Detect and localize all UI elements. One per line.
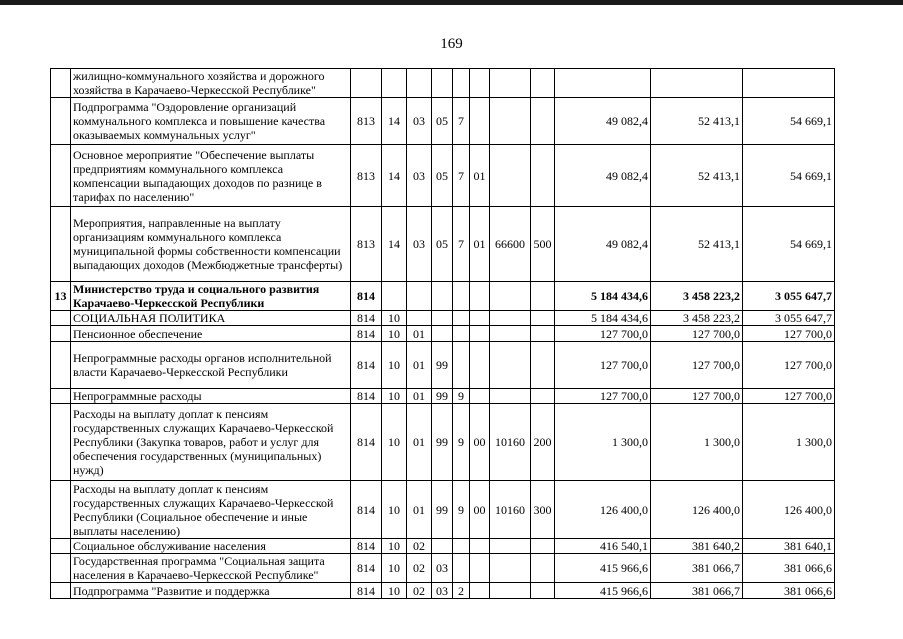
ministry-code: 814 xyxy=(351,326,382,342)
subprogram-code xyxy=(453,539,470,554)
amount-year-2: 126 400,0 xyxy=(651,481,743,539)
subsection-code: 01 xyxy=(407,342,432,389)
subprogram-code: 9 xyxy=(453,481,470,539)
row-number xyxy=(51,583,71,599)
direction-code xyxy=(490,98,531,145)
amount-year-1 xyxy=(555,69,651,98)
program-code: 05 xyxy=(432,145,453,207)
row-name: Непрограммные расходы органов исполнительной власти Карачаево-Черкесской Республики xyxy=(71,342,351,389)
subsection-code xyxy=(407,311,432,326)
amount-year-2: 1 300,0 xyxy=(651,404,743,481)
activity-code xyxy=(470,69,490,98)
row-name: Министерство труда и социального развития Карачаево-Черкесской Республики xyxy=(71,282,351,311)
subsection-code: 01 xyxy=(407,404,432,481)
expense-type-code xyxy=(531,539,555,554)
activity-code: 00 xyxy=(470,481,490,539)
subsection-code: 03 xyxy=(407,145,432,207)
ministry-code: 814 xyxy=(351,554,382,583)
amount-year-3: 54 669,1 xyxy=(743,207,835,282)
row-number xyxy=(51,554,71,583)
table-row xyxy=(51,404,835,481)
row-number xyxy=(51,145,71,207)
ministry-code: 814 xyxy=(351,404,382,481)
table-row xyxy=(51,326,835,342)
subprogram-code xyxy=(453,69,470,98)
top-border xyxy=(0,0,903,5)
activity-code xyxy=(470,98,490,145)
row-name: Подпрограмма "Развитие и поддержка xyxy=(71,583,351,599)
row-name: Мероприятия, направленные на выплату организациям коммунального комплекса муниципальной формы собственности компенсации выпадающих доходов (Межбюджетные трансферты) xyxy=(71,207,351,282)
expense-type-code: 500 xyxy=(531,207,555,282)
expense-type-code xyxy=(531,389,555,404)
program-code: 99 xyxy=(432,404,453,481)
row-name: Пенсионное обеспечение xyxy=(71,326,351,342)
table-row xyxy=(51,69,835,98)
amount-year-2: 381 066,7 xyxy=(651,583,743,599)
program-code: 03 xyxy=(432,583,453,599)
subsection-code: 03 xyxy=(407,98,432,145)
amount-year-2: 127 700,0 xyxy=(651,326,743,342)
amount-year-2: 52 413,1 xyxy=(651,207,743,282)
row-name: Непрограммные расходы xyxy=(71,389,351,404)
row-name: жилищно-коммунального хозяйства и дорожного хозяйства в Карачаево-Черкесской Республике" xyxy=(71,69,351,98)
direction-code xyxy=(490,282,531,311)
row-name: Государственная программа "Социальная защита населения в Карачаево-Черкесской Республике" xyxy=(71,554,351,583)
program-code: 99 xyxy=(432,342,453,389)
amount-year-3 xyxy=(743,69,835,98)
row-name: Расходы на выплату доплат к пенсиям государственных служащих Карачаево-Черкесской Республики (Социальное обеспечение и иные выплаты населению) xyxy=(71,481,351,539)
subprogram-code: 2 xyxy=(453,583,470,599)
amount-year-1: 49 082,4 xyxy=(555,145,651,207)
amount-year-3: 1 300,0 xyxy=(743,404,835,481)
table-row xyxy=(51,207,835,282)
amount-year-2: 381 640,2 xyxy=(651,539,743,554)
ministry-code: 814 xyxy=(351,311,382,326)
expense-type-code xyxy=(531,583,555,599)
ministry-code: 814 xyxy=(351,481,382,539)
activity-code xyxy=(470,282,490,311)
table-row xyxy=(51,282,835,311)
table-row xyxy=(51,481,835,539)
amount-year-1: 127 700,0 xyxy=(555,389,651,404)
expense-type-code xyxy=(531,69,555,98)
subprogram-code xyxy=(453,342,470,389)
direction-code xyxy=(490,342,531,389)
amount-year-3: 127 700,0 xyxy=(743,326,835,342)
amount-year-2: 52 413,1 xyxy=(651,145,743,207)
table-row xyxy=(51,145,835,207)
section-code: 10 xyxy=(382,326,407,342)
subsection-code: 01 xyxy=(407,481,432,539)
amount-year-3: 54 669,1 xyxy=(743,145,835,207)
direction-code xyxy=(490,539,531,554)
subprogram-code: 9 xyxy=(453,389,470,404)
row-number xyxy=(51,481,71,539)
amount-year-1: 1 300,0 xyxy=(555,404,651,481)
subprogram-code: 9 xyxy=(453,404,470,481)
subsection-code: 01 xyxy=(407,389,432,404)
amount-year-1: 5 184 434,6 xyxy=(555,282,651,311)
amount-year-2: 127 700,0 xyxy=(651,342,743,389)
direction-code xyxy=(490,145,531,207)
activity-code: 01 xyxy=(470,207,490,282)
ministry-code: 813 xyxy=(351,98,382,145)
amount-year-1: 416 540,1 xyxy=(555,539,651,554)
activity-code: 00 xyxy=(470,404,490,481)
section-code: 14 xyxy=(382,207,407,282)
program-code xyxy=(432,539,453,554)
program-code: 05 xyxy=(432,98,453,145)
direction-code: 66600 xyxy=(490,207,531,282)
program-code: 99 xyxy=(432,389,453,404)
amount-year-1: 49 082,4 xyxy=(555,98,651,145)
program-code xyxy=(432,69,453,98)
activity-code xyxy=(470,583,490,599)
table-row xyxy=(51,539,835,554)
amount-year-2: 3 458 223,2 xyxy=(651,311,743,326)
row-name: Основное мероприятие "Обеспечение выплаты предприятиям коммунального комплекса компенсации выпадающих доходов по разнице в тарифах по населению" xyxy=(71,145,351,207)
subsection-code: 02 xyxy=(407,539,432,554)
amount-year-3: 127 700,0 xyxy=(743,389,835,404)
amount-year-3: 126 400,0 xyxy=(743,481,835,539)
subprogram-code: 7 xyxy=(453,145,470,207)
page-number: 169 xyxy=(440,36,463,52)
subsection-code: 02 xyxy=(407,583,432,599)
amount-year-1: 126 400,0 xyxy=(555,481,651,539)
row-number xyxy=(51,69,71,98)
amount-year-3: 3 055 647,7 xyxy=(743,311,835,326)
direction-code: 10160 xyxy=(490,481,531,539)
activity-code xyxy=(470,311,490,326)
row-number xyxy=(51,539,71,554)
subsection-code: 03 xyxy=(407,207,432,282)
expense-type-code xyxy=(531,326,555,342)
ministry-code: 814 xyxy=(351,583,382,599)
amount-year-3: 381 066,6 xyxy=(743,554,835,583)
row-number xyxy=(51,311,71,326)
direction-code xyxy=(490,583,531,599)
direction-code xyxy=(490,326,531,342)
section-code: 14 xyxy=(382,98,407,145)
row-name: Социальное обслуживание населения xyxy=(71,539,351,554)
program-code: 03 xyxy=(432,554,453,583)
expense-type-code xyxy=(531,311,555,326)
table-row xyxy=(51,554,835,583)
ministry-code: 814 xyxy=(351,539,382,554)
direction-code xyxy=(490,554,531,583)
section-code: 10 xyxy=(382,404,407,481)
expense-type-code xyxy=(531,282,555,311)
activity-code xyxy=(470,539,490,554)
amount-year-1: 49 082,4 xyxy=(555,207,651,282)
amount-year-3: 381 066,6 xyxy=(743,583,835,599)
direction-code: 10160 xyxy=(490,404,531,481)
section-code: 10 xyxy=(382,554,407,583)
section-code: 10 xyxy=(382,539,407,554)
section-code: 10 xyxy=(382,389,407,404)
amount-year-1: 415 966,6 xyxy=(555,554,651,583)
amount-year-1: 127 700,0 xyxy=(555,326,651,342)
row-number xyxy=(51,326,71,342)
table-row xyxy=(51,342,835,389)
program-code xyxy=(432,311,453,326)
section-code xyxy=(382,69,407,98)
row-number xyxy=(51,342,71,389)
subprogram-code xyxy=(453,311,470,326)
activity-code xyxy=(470,554,490,583)
table-row xyxy=(51,389,835,404)
activity-code xyxy=(470,342,490,389)
amount-year-3: 3 055 647,7 xyxy=(743,282,835,311)
activity-code: 01 xyxy=(470,145,490,207)
direction-code xyxy=(490,69,531,98)
section-code xyxy=(382,282,407,311)
row-name: Расходы на выплату доплат к пенсиям государственных служащих Карачаево-Черкесской Республики (Закупка товаров, работ и услуг для обеспечения государственных (муниципальных) нужд) xyxy=(71,404,351,481)
expense-type-code xyxy=(531,554,555,583)
row-number xyxy=(51,207,71,282)
subsection-code: 01 xyxy=(407,326,432,342)
program-code xyxy=(432,326,453,342)
table-row xyxy=(51,583,835,599)
program-code: 05 xyxy=(432,207,453,282)
amount-year-2: 127 700,0 xyxy=(651,389,743,404)
direction-code xyxy=(490,311,531,326)
ministry-code: 814 xyxy=(351,342,382,389)
amount-year-1: 5 184 434,6 xyxy=(555,311,651,326)
subprogram-code: 7 xyxy=(453,207,470,282)
subsection-code xyxy=(407,69,432,98)
ministry-code: 814 xyxy=(351,282,382,311)
table-row xyxy=(51,311,835,326)
subprogram-code xyxy=(453,282,470,311)
expense-type-code xyxy=(531,145,555,207)
subsection-code xyxy=(407,282,432,311)
amount-year-3: 127 700,0 xyxy=(743,342,835,389)
row-number xyxy=(51,389,71,404)
amount-year-2 xyxy=(651,69,743,98)
activity-code xyxy=(470,326,490,342)
table-row xyxy=(51,98,835,145)
row-number xyxy=(51,404,71,481)
ministry-code: 813 xyxy=(351,145,382,207)
amount-year-2: 381 066,7 xyxy=(651,554,743,583)
subprogram-code: 7 xyxy=(453,98,470,145)
row-name: Подпрограмма "Оздоровление организаций коммунального комплекса и повышение качества оказываемых коммунальных услуг" xyxy=(71,98,351,145)
ministry-code xyxy=(351,69,382,98)
direction-code xyxy=(490,389,531,404)
expense-type-code: 200 xyxy=(531,404,555,481)
activity-code xyxy=(470,389,490,404)
section-code: 10 xyxy=(382,583,407,599)
amount-year-2: 3 458 223,2 xyxy=(651,282,743,311)
ministry-code: 814 xyxy=(351,389,382,404)
program-code: 99 xyxy=(432,481,453,539)
section-code: 10 xyxy=(382,481,407,539)
expense-type-code xyxy=(531,98,555,145)
expense-type-code: 300 xyxy=(531,481,555,539)
budget-table xyxy=(50,68,835,599)
subprogram-code xyxy=(453,326,470,342)
program-code xyxy=(432,282,453,311)
amount-year-1: 127 700,0 xyxy=(555,342,651,389)
subsection-code: 02 xyxy=(407,554,432,583)
section-code: 14 xyxy=(382,145,407,207)
section-code: 10 xyxy=(382,342,407,389)
amount-year-1: 415 966,6 xyxy=(555,583,651,599)
amount-year-3: 54 669,1 xyxy=(743,98,835,145)
row-number: 13 xyxy=(51,282,71,311)
expense-type-code xyxy=(531,342,555,389)
amount-year-2: 52 413,1 xyxy=(651,98,743,145)
ministry-code: 813 xyxy=(351,207,382,282)
section-code: 10 xyxy=(382,311,407,326)
amount-year-3: 381 640,1 xyxy=(743,539,835,554)
row-number xyxy=(51,98,71,145)
row-name: СОЦИАЛЬНАЯ ПОЛИТИКА xyxy=(71,311,351,326)
subprogram-code xyxy=(453,554,470,583)
